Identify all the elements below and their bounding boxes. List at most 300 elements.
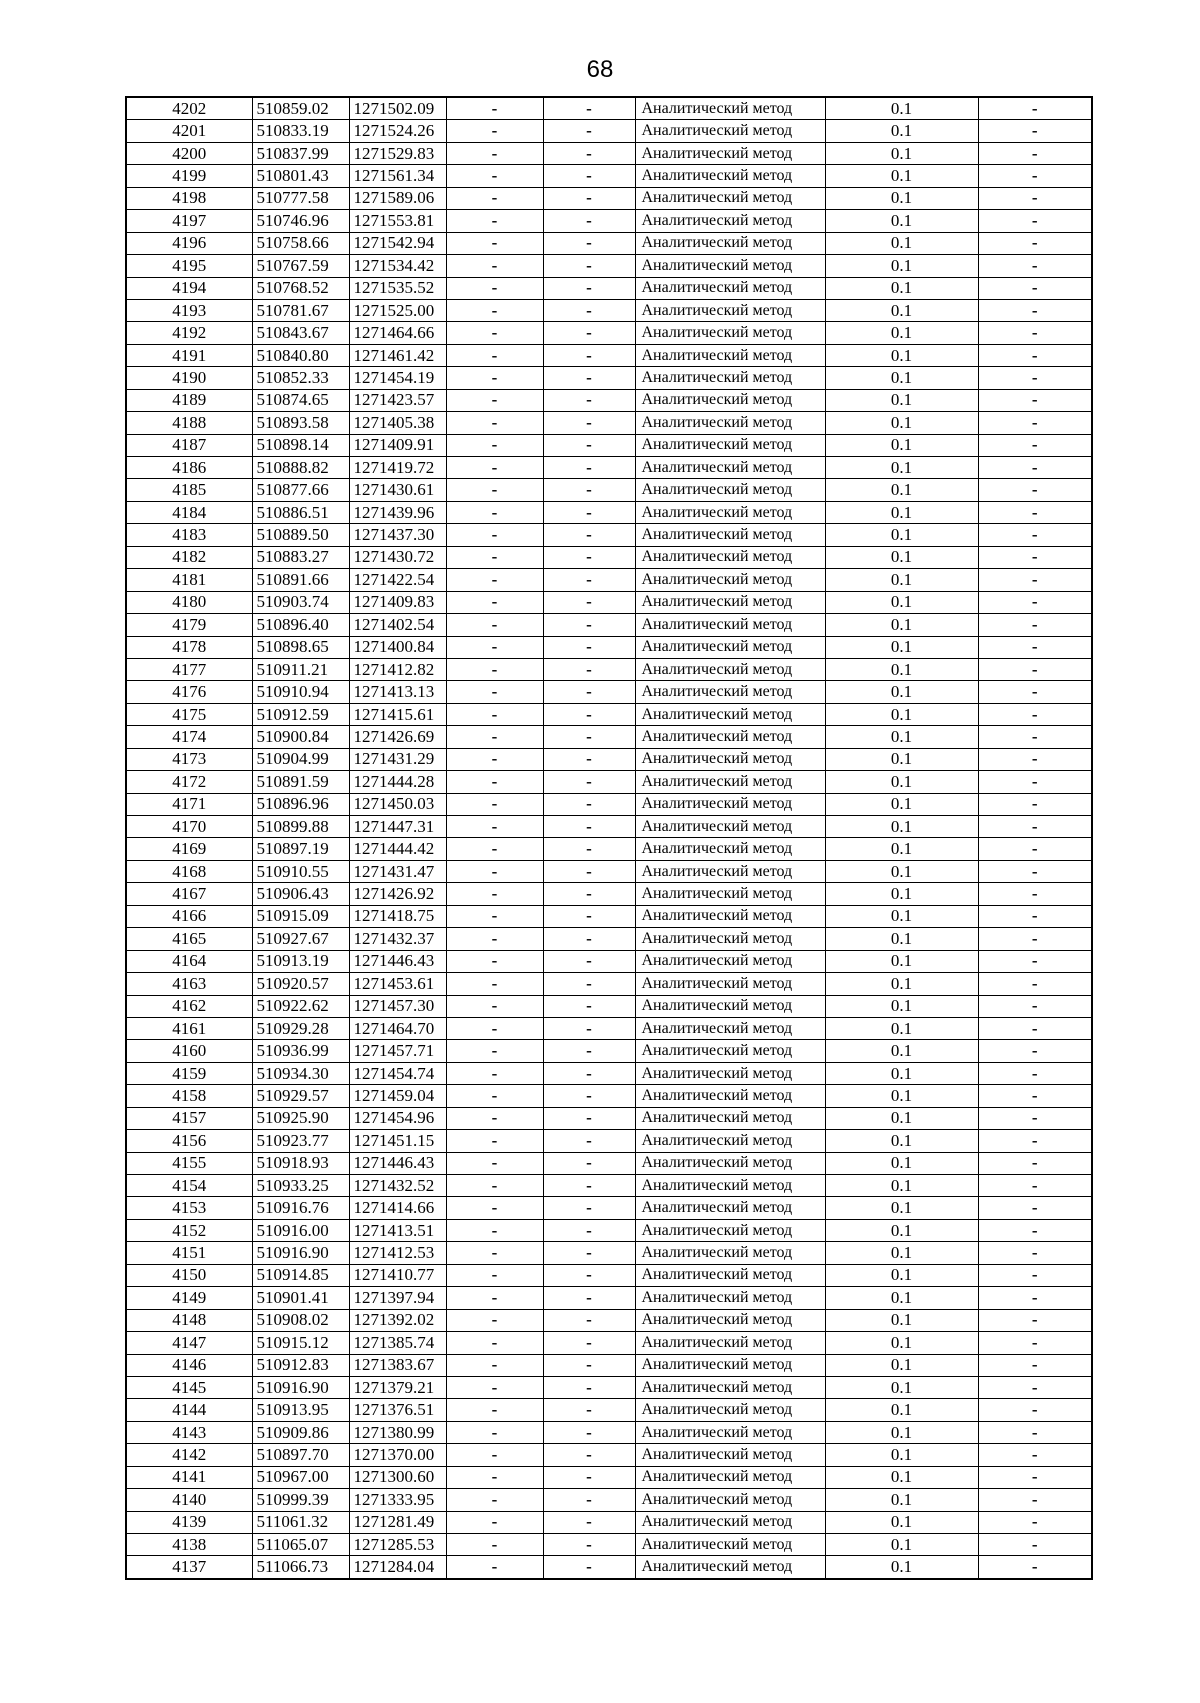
method-cell: Аналитический метод: [635, 1287, 825, 1309]
accuracy-cell: 0.1: [825, 1466, 978, 1488]
empty-value-cell: -: [446, 389, 543, 411]
method-cell: Аналитический метод: [635, 1399, 825, 1421]
y-coordinate-cell: 1271412.53: [349, 1242, 446, 1264]
y-coordinate-cell: 1271542.94: [349, 232, 446, 254]
method-cell: Аналитический метод: [635, 793, 825, 815]
x-coordinate-cell: 510899.88: [252, 816, 349, 838]
empty-value-cell: -: [543, 479, 635, 501]
empty-value-cell: -: [446, 299, 543, 321]
empty-value-cell: -: [543, 816, 635, 838]
empty-value-cell: -: [446, 1062, 543, 1084]
empty-value-cell: -: [543, 277, 635, 299]
empty-value-cell: -: [446, 569, 543, 591]
accuracy-cell: 0.1: [825, 883, 978, 905]
point-number-cell: 4150: [126, 1264, 252, 1286]
x-coordinate-cell: 510843.67: [252, 322, 349, 344]
y-coordinate-cell: 1271300.60: [349, 1466, 446, 1488]
y-coordinate-cell: 1271432.37: [349, 928, 446, 950]
accuracy-cell: 0.1: [825, 524, 978, 546]
table-row: [126, 905, 1092, 927]
empty-value-cell: -: [446, 838, 543, 860]
table-row: [126, 1040, 1092, 1062]
table-row: [126, 1332, 1092, 1354]
y-coordinate-cell: 1271525.00: [349, 299, 446, 321]
empty-value-cell: -: [978, 838, 1092, 860]
y-coordinate-cell: 1271402.54: [349, 614, 446, 636]
empty-value-cell: -: [978, 1085, 1092, 1107]
y-coordinate-cell: 1271432.52: [349, 1175, 446, 1197]
accuracy-cell: 0.1: [825, 412, 978, 434]
y-coordinate-cell: 1271454.74: [349, 1062, 446, 1084]
x-coordinate-cell: 510767.59: [252, 255, 349, 277]
empty-value-cell: -: [978, 1399, 1092, 1421]
y-coordinate-cell: 1271454.96: [349, 1107, 446, 1129]
y-coordinate-cell: 1271446.43: [349, 1152, 446, 1174]
point-number-cell: 4162: [126, 995, 252, 1017]
empty-value-cell: -: [543, 1264, 635, 1286]
empty-value-cell: -: [978, 255, 1092, 277]
empty-value-cell: -: [446, 905, 543, 927]
accuracy-cell: 0.1: [825, 681, 978, 703]
empty-value-cell: -: [978, 187, 1092, 209]
y-coordinate-cell: 1271285.53: [349, 1534, 446, 1556]
empty-value-cell: -: [543, 905, 635, 927]
point-number-cell: 4198: [126, 187, 252, 209]
x-coordinate-cell: 511061.32: [252, 1511, 349, 1533]
method-cell: Аналитический метод: [635, 479, 825, 501]
empty-value-cell: -: [978, 1219, 1092, 1241]
x-coordinate-cell: 510840.80: [252, 344, 349, 366]
y-coordinate-cell: 1271535.52: [349, 277, 446, 299]
point-number-cell: 4175: [126, 703, 252, 725]
table-row: [126, 389, 1092, 411]
empty-value-cell: -: [446, 479, 543, 501]
empty-value-cell: -: [543, 703, 635, 725]
accuracy-cell: 0.1: [825, 860, 978, 882]
point-number-cell: 4187: [126, 434, 252, 456]
method-cell: Аналитический метод: [635, 928, 825, 950]
point-number-cell: 4200: [126, 142, 252, 164]
table-row: [126, 771, 1092, 793]
table-row: [126, 726, 1092, 748]
y-coordinate-cell: 1271446.43: [349, 950, 446, 972]
empty-value-cell: -: [446, 1130, 543, 1152]
empty-value-cell: -: [446, 1511, 543, 1533]
accuracy-cell: 0.1: [825, 1152, 978, 1174]
point-number-cell: 4183: [126, 524, 252, 546]
method-cell: Аналитический метод: [635, 771, 825, 793]
empty-value-cell: -: [543, 524, 635, 546]
accuracy-cell: 0.1: [825, 1511, 978, 1533]
empty-value-cell: -: [543, 1511, 635, 1533]
empty-value-cell: -: [978, 1175, 1092, 1197]
point-number-cell: 4180: [126, 591, 252, 613]
accuracy-cell: 0.1: [825, 277, 978, 299]
empty-value-cell: -: [978, 658, 1092, 680]
table-row: [126, 120, 1092, 142]
method-cell: Аналитический метод: [635, 1085, 825, 1107]
method-cell: Аналитический метод: [635, 1376, 825, 1398]
accuracy-cell: 0.1: [825, 1107, 978, 1129]
accuracy-cell: 0.1: [825, 591, 978, 613]
empty-value-cell: -: [978, 344, 1092, 366]
y-coordinate-cell: 1271450.03: [349, 793, 446, 815]
empty-value-cell: -: [543, 344, 635, 366]
table-row: [126, 412, 1092, 434]
y-coordinate-cell: 1271418.75: [349, 905, 446, 927]
point-number-cell: 4194: [126, 277, 252, 299]
x-coordinate-cell: 510883.27: [252, 546, 349, 568]
table-row: [126, 1466, 1092, 1488]
x-coordinate-cell: 510927.67: [252, 928, 349, 950]
y-coordinate-cell: 1271414.66: [349, 1197, 446, 1219]
empty-value-cell: -: [543, 838, 635, 860]
empty-value-cell: -: [543, 142, 635, 164]
accuracy-cell: 0.1: [825, 726, 978, 748]
accuracy-cell: 0.1: [825, 1287, 978, 1309]
point-number-cell: 4168: [126, 860, 252, 882]
y-coordinate-cell: 1271376.51: [349, 1399, 446, 1421]
point-number-cell: 4158: [126, 1085, 252, 1107]
point-number-cell: 4152: [126, 1219, 252, 1241]
accuracy-cell: 0.1: [825, 950, 978, 972]
empty-value-cell: -: [446, 524, 543, 546]
y-coordinate-cell: 1271412.82: [349, 658, 446, 680]
point-number-cell: 4159: [126, 1062, 252, 1084]
empty-value-cell: -: [978, 973, 1092, 995]
empty-value-cell: -: [543, 681, 635, 703]
accuracy-cell: 0.1: [825, 816, 978, 838]
table-row: [126, 1242, 1092, 1264]
empty-value-cell: -: [978, 1264, 1092, 1286]
method-cell: Аналитический метод: [635, 1219, 825, 1241]
table-row: [126, 97, 1092, 120]
method-cell: Аналитический метод: [635, 546, 825, 568]
accuracy-cell: 0.1: [825, 1130, 978, 1152]
accuracy-cell: 0.1: [825, 793, 978, 815]
y-coordinate-cell: 1271379.21: [349, 1376, 446, 1398]
empty-value-cell: -: [446, 1421, 543, 1443]
method-cell: Аналитический метод: [635, 389, 825, 411]
y-coordinate-cell: 1271383.67: [349, 1354, 446, 1376]
x-coordinate-cell: 510910.55: [252, 860, 349, 882]
table-row: [126, 658, 1092, 680]
point-number-cell: 4155: [126, 1152, 252, 1174]
empty-value-cell: -: [543, 165, 635, 187]
empty-value-cell: -: [543, 950, 635, 972]
empty-value-cell: -: [543, 1062, 635, 1084]
point-number-cell: 4147: [126, 1332, 252, 1354]
method-cell: Аналитический метод: [635, 255, 825, 277]
empty-value-cell: -: [978, 524, 1092, 546]
point-number-cell: 4163: [126, 973, 252, 995]
empty-value-cell: -: [543, 1287, 635, 1309]
table-row: [126, 1197, 1092, 1219]
table-row: [126, 681, 1092, 703]
accuracy-cell: 0.1: [825, 1309, 978, 1331]
empty-value-cell: -: [543, 1085, 635, 1107]
empty-value-cell: -: [543, 389, 635, 411]
x-coordinate-cell: 510781.67: [252, 299, 349, 321]
x-coordinate-cell: 510916.00: [252, 1219, 349, 1241]
empty-value-cell: -: [543, 299, 635, 321]
accuracy-cell: 0.1: [825, 434, 978, 456]
accuracy-cell: 0.1: [825, 569, 978, 591]
point-number-cell: 4171: [126, 793, 252, 815]
empty-value-cell: -: [978, 434, 1092, 456]
empty-value-cell: -: [446, 1332, 543, 1354]
empty-value-cell: -: [446, 1556, 543, 1579]
x-coordinate-cell: 510904.99: [252, 748, 349, 770]
empty-value-cell: -: [543, 726, 635, 748]
method-cell: Аналитический метод: [635, 1017, 825, 1039]
empty-value-cell: -: [978, 322, 1092, 344]
method-cell: Аналитический метод: [635, 1332, 825, 1354]
y-coordinate-cell: 1271426.92: [349, 883, 446, 905]
empty-value-cell: -: [446, 1444, 543, 1466]
y-coordinate-cell: 1271534.42: [349, 255, 446, 277]
table-row: [126, 793, 1092, 815]
x-coordinate-cell: 510897.70: [252, 1444, 349, 1466]
point-number-cell: 4182: [126, 546, 252, 568]
empty-value-cell: -: [978, 860, 1092, 882]
empty-value-cell: -: [978, 928, 1092, 950]
empty-value-cell: -: [543, 748, 635, 770]
x-coordinate-cell: 510852.33: [252, 367, 349, 389]
point-number-cell: 4186: [126, 457, 252, 479]
accuracy-cell: 0.1: [825, 255, 978, 277]
y-coordinate-cell: 1271553.81: [349, 210, 446, 232]
point-number-cell: 4202: [126, 97, 252, 120]
table-row: [126, 501, 1092, 523]
table-row: [126, 479, 1092, 501]
accuracy-cell: 0.1: [825, 142, 978, 164]
point-number-cell: 4148: [126, 1309, 252, 1331]
y-coordinate-cell: 1271444.28: [349, 771, 446, 793]
table-row: [126, 277, 1092, 299]
x-coordinate-cell: 510891.59: [252, 771, 349, 793]
table-row: [126, 838, 1092, 860]
method-cell: Аналитический метод: [635, 1309, 825, 1331]
y-coordinate-cell: 1271385.74: [349, 1332, 446, 1354]
table-row: [126, 1309, 1092, 1331]
method-cell: Аналитический метод: [635, 1421, 825, 1443]
x-coordinate-cell: 510915.12: [252, 1332, 349, 1354]
method-cell: Аналитический метод: [635, 591, 825, 613]
empty-value-cell: -: [978, 1130, 1092, 1152]
x-coordinate-cell: 510910.94: [252, 681, 349, 703]
table-row: [126, 434, 1092, 456]
empty-value-cell: -: [543, 501, 635, 523]
table-row: [126, 142, 1092, 164]
table-row: [126, 232, 1092, 254]
empty-value-cell: -: [446, 973, 543, 995]
y-coordinate-cell: 1271423.57: [349, 389, 446, 411]
y-coordinate-cell: 1271370.00: [349, 1444, 446, 1466]
table-row: [126, 703, 1092, 725]
accuracy-cell: 0.1: [825, 479, 978, 501]
table-row: [126, 1556, 1092, 1579]
x-coordinate-cell: 510896.96: [252, 793, 349, 815]
accuracy-cell: 0.1: [825, 120, 978, 142]
point-number-cell: 4170: [126, 816, 252, 838]
empty-value-cell: -: [978, 1152, 1092, 1174]
empty-value-cell: -: [543, 973, 635, 995]
x-coordinate-cell: 510922.62: [252, 995, 349, 1017]
empty-value-cell: -: [446, 860, 543, 882]
method-cell: Аналитический метод: [635, 614, 825, 636]
point-number-cell: 4196: [126, 232, 252, 254]
method-cell: Аналитический метод: [635, 142, 825, 164]
accuracy-cell: 0.1: [825, 210, 978, 232]
table-row: [126, 614, 1092, 636]
accuracy-cell: 0.1: [825, 636, 978, 658]
empty-value-cell: -: [543, 457, 635, 479]
x-coordinate-cell: 510915.09: [252, 905, 349, 927]
y-coordinate-cell: 1271464.66: [349, 322, 446, 344]
accuracy-cell: 0.1: [825, 232, 978, 254]
empty-value-cell: -: [446, 412, 543, 434]
x-coordinate-cell: 510925.90: [252, 1107, 349, 1129]
accuracy-cell: 0.1: [825, 1489, 978, 1511]
accuracy-cell: 0.1: [825, 1062, 978, 1084]
point-number-cell: 4197: [126, 210, 252, 232]
y-coordinate-cell: 1271430.61: [349, 479, 446, 501]
empty-value-cell: -: [978, 120, 1092, 142]
y-coordinate-cell: 1271457.30: [349, 995, 446, 1017]
empty-value-cell: -: [543, 434, 635, 456]
empty-value-cell: -: [978, 591, 1092, 613]
empty-value-cell: -: [543, 614, 635, 636]
table-row: [126, 860, 1092, 882]
table-row: [126, 883, 1092, 905]
empty-value-cell: -: [543, 1130, 635, 1152]
empty-value-cell: -: [978, 277, 1092, 299]
table-row: [126, 1264, 1092, 1286]
y-coordinate-cell: 1271422.54: [349, 569, 446, 591]
point-number-cell: 4193: [126, 299, 252, 321]
point-number-cell: 4143: [126, 1421, 252, 1443]
table-row: [126, 1085, 1092, 1107]
y-coordinate-cell: 1271409.83: [349, 591, 446, 613]
empty-value-cell: -: [543, 658, 635, 680]
x-coordinate-cell: 510912.83: [252, 1354, 349, 1376]
y-coordinate-cell: 1271413.13: [349, 681, 446, 703]
x-coordinate-cell: 510916.90: [252, 1242, 349, 1264]
accuracy-cell: 0.1: [825, 1376, 978, 1398]
empty-value-cell: -: [978, 748, 1092, 770]
empty-value-cell: -: [446, 142, 543, 164]
y-coordinate-cell: 1271444.42: [349, 838, 446, 860]
empty-value-cell: -: [543, 860, 635, 882]
empty-value-cell: -: [446, 883, 543, 905]
empty-value-cell: -: [978, 905, 1092, 927]
method-cell: Аналитический метод: [635, 1197, 825, 1219]
method-cell: Аналитический метод: [635, 1152, 825, 1174]
empty-value-cell: -: [978, 412, 1092, 434]
x-coordinate-cell: 510916.90: [252, 1376, 349, 1398]
empty-value-cell: -: [446, 344, 543, 366]
point-number-cell: 4144: [126, 1399, 252, 1421]
empty-value-cell: -: [978, 771, 1092, 793]
empty-value-cell: -: [978, 636, 1092, 658]
table-row: [126, 299, 1092, 321]
empty-value-cell: -: [446, 950, 543, 972]
empty-value-cell: -: [978, 165, 1092, 187]
y-coordinate-cell: 1271461.42: [349, 344, 446, 366]
x-coordinate-cell: 511065.07: [252, 1534, 349, 1556]
method-cell: Аналитический метод: [635, 838, 825, 860]
method-cell: Аналитический метод: [635, 569, 825, 591]
method-cell: Аналитический метод: [635, 344, 825, 366]
y-coordinate-cell: 1271426.69: [349, 726, 446, 748]
empty-value-cell: -: [446, 658, 543, 680]
method-cell: Аналитический метод: [635, 1062, 825, 1084]
empty-value-cell: -: [543, 1175, 635, 1197]
y-coordinate-cell: 1271419.72: [349, 457, 446, 479]
table-row: [126, 591, 1092, 613]
accuracy-cell: 0.1: [825, 389, 978, 411]
x-coordinate-cell: 510920.57: [252, 973, 349, 995]
point-number-cell: 4166: [126, 905, 252, 927]
point-number-cell: 4167: [126, 883, 252, 905]
empty-value-cell: -: [978, 1107, 1092, 1129]
empty-value-cell: -: [446, 681, 543, 703]
accuracy-cell: 0.1: [825, 1085, 978, 1107]
page-number: 68: [586, 56, 614, 83]
table-row: [126, 1130, 1092, 1152]
empty-value-cell: -: [978, 1421, 1092, 1443]
method-cell: Аналитический метод: [635, 883, 825, 905]
table-row: [126, 995, 1092, 1017]
empty-value-cell: -: [978, 1444, 1092, 1466]
empty-value-cell: -: [978, 389, 1092, 411]
accuracy-cell: 0.1: [825, 1534, 978, 1556]
empty-value-cell: -: [978, 950, 1092, 972]
x-coordinate-cell: 510768.52: [252, 277, 349, 299]
empty-value-cell: -: [543, 1107, 635, 1129]
method-cell: Аналитический метод: [635, 816, 825, 838]
table-row: [126, 1152, 1092, 1174]
empty-value-cell: -: [978, 1556, 1092, 1579]
empty-value-cell: -: [446, 501, 543, 523]
method-cell: Аналитический метод: [635, 1354, 825, 1376]
method-cell: Аналитический метод: [635, 1130, 825, 1152]
empty-value-cell: -: [543, 255, 635, 277]
table-row: [126, 210, 1092, 232]
empty-value-cell: -: [978, 726, 1092, 748]
accuracy-cell: 0.1: [825, 1556, 978, 1579]
x-coordinate-cell: 510833.19: [252, 120, 349, 142]
empty-value-cell: -: [446, 1242, 543, 1264]
accuracy-cell: 0.1: [825, 187, 978, 209]
accuracy-cell: 0.1: [825, 1017, 978, 1039]
method-cell: Аналитический метод: [635, 97, 825, 120]
table-row: [126, 1489, 1092, 1511]
accuracy-cell: 0.1: [825, 771, 978, 793]
method-cell: Аналитический метод: [635, 1040, 825, 1062]
point-number-cell: 4172: [126, 771, 252, 793]
empty-value-cell: -: [446, 816, 543, 838]
method-cell: Аналитический метод: [635, 1242, 825, 1264]
empty-value-cell: -: [978, 97, 1092, 120]
empty-value-cell: -: [446, 793, 543, 815]
empty-value-cell: -: [446, 1309, 543, 1331]
x-coordinate-cell: 510746.96: [252, 210, 349, 232]
empty-value-cell: -: [446, 1085, 543, 1107]
y-coordinate-cell: 1271431.29: [349, 748, 446, 770]
empty-value-cell: -: [978, 232, 1092, 254]
